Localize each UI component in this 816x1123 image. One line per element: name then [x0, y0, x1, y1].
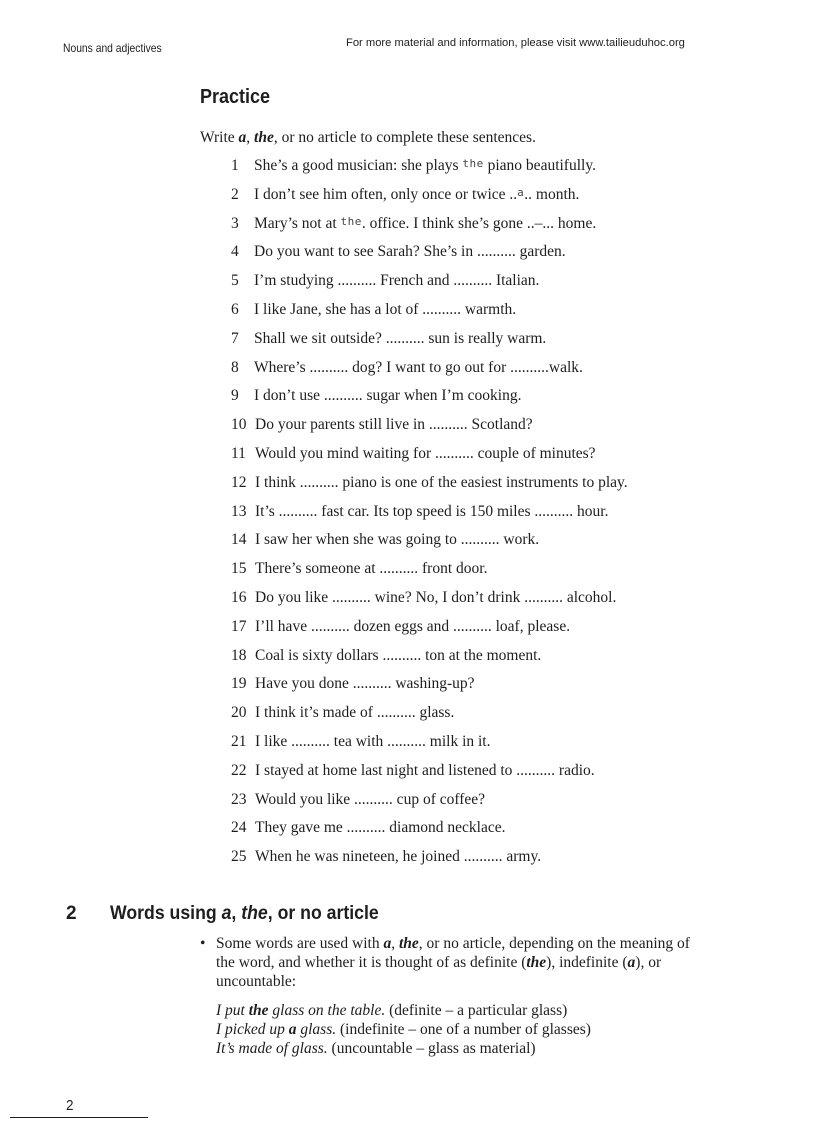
exercise-sentence: I stayed at home last night and listened to .......... radio. — [255, 761, 595, 779]
practice-heading: Practice — [200, 86, 271, 108]
example-note: (indefinite – one of a number of glasses) — [336, 1021, 591, 1038]
exercise-sentence: She’s a good musician: she plays — [254, 157, 463, 174]
instruction-article-a: a — [238, 129, 247, 146]
exercise-sentence: I think it’s made of .......... glass. — [255, 704, 455, 722]
exercise-item — [231, 791, 485, 815]
exercise-number: 5 — [231, 272, 239, 290]
exercise-item — [231, 272, 539, 296]
explanation-line-2 — [216, 954, 661, 972]
example-indefinite — [216, 1021, 591, 1039]
explanation-a: a — [383, 935, 392, 952]
explanation-line-3: uncountable: — [216, 973, 297, 990]
section-title-text: , or no article — [267, 903, 379, 924]
example-note: (definite – a particular glass) — [385, 1002, 568, 1019]
example-text: I put — [216, 1002, 249, 1019]
exercise-number: 4 — [231, 243, 239, 261]
exercise-item — [231, 215, 596, 239]
exercise-number: 13 — [231, 502, 247, 520]
exercise-sentence-end: piano beautifully. — [483, 157, 596, 174]
exercise-number: 21 — [231, 733, 247, 750]
exercise-sentence: There’s someone at .......... front door. — [255, 560, 488, 578]
exercise-sentence: When he was nineteen, he joined .......... army. — [255, 848, 542, 866]
exercise-sentence: I don’t use .......... sugar when I’m cooking. — [254, 387, 522, 405]
exercise-sentence: Would you like .......... cup of coffee? — [255, 790, 486, 808]
example-article: the — [248, 1002, 269, 1019]
exercise-sentence: I don’t see him often, only once or twice .. — [254, 185, 518, 203]
page-number: 2 — [66, 1097, 74, 1114]
exercise-number: 17 — [231, 617, 247, 635]
instruction-text: , — [246, 129, 255, 146]
exercise-sentence-end: . office. I think she’s gone ..–... home. — [361, 214, 597, 232]
example-note: (uncountable – glass as material) — [327, 1040, 536, 1057]
exercise-sentence: Do your parents still live in .......... Scotland? — [255, 416, 533, 434]
explanation-text: , — [391, 935, 399, 952]
explanation-text: ), indefinite ( — [546, 954, 628, 971]
exercise-sentence: Shall we sit outside? .......... sun is really warm. — [254, 329, 547, 347]
exercise-item — [231, 733, 491, 757]
explanation-text: , or no article, depending on the meaning of — [418, 935, 690, 952]
exercise-number: 9 — [231, 387, 239, 405]
instruction-text: , or no article to complete these sentences. — [273, 129, 536, 146]
exercise-item — [231, 416, 533, 440]
explanation-text: ), or — [635, 954, 662, 971]
exercise-sentence: Mary’s not at — [254, 214, 341, 232]
exercise-sentence-end: .. month. — [524, 185, 580, 203]
exercise-item — [231, 359, 583, 383]
exercise-item — [231, 387, 521, 411]
section-title-the: the — [241, 903, 268, 924]
exercise-number: 16 — [231, 589, 247, 606]
exercise-sentence: It’s .......... fast car. Its top speed is 150 miles .......... hour. — [255, 502, 609, 520]
exercise-item — [231, 531, 539, 555]
exercise-sentence: Do you like .......... wine? No, I don’t drink .......... alcohol. — [255, 589, 617, 606]
exercise-item — [231, 762, 595, 786]
section-title-text: , — [231, 903, 242, 924]
example-text: glass on the table. — [268, 1002, 386, 1019]
exercise-item — [231, 560, 487, 584]
exercise-number: 14 — [231, 531, 247, 549]
exercise-item — [231, 618, 570, 642]
example-text: I picked up — [216, 1021, 289, 1038]
exercise-sentence: Where’s .......... dog? I want to go out for ..........walk. — [254, 358, 583, 376]
explanation-text: the word, and whether it is thought of as definite ( — [216, 954, 527, 971]
exercise-number: 8 — [231, 358, 239, 376]
exercise-number: 25 — [231, 848, 247, 866]
exercise-item — [231, 848, 541, 872]
exercise-sentence: I like Jane, she has a lot of .......... warmth. — [254, 301, 517, 318]
exercise-item — [231, 243, 566, 267]
section-number: 2 — [66, 903, 77, 924]
exercise-number: 23 — [231, 790, 247, 808]
example-text: It’s made of glass. — [216, 1040, 328, 1057]
exercise-item — [231, 503, 608, 527]
exercise-sentence: I think .......... piano is one of the easiest instruments to play. — [255, 473, 628, 491]
handwritten-answer: a — [517, 185, 525, 199]
exercise-number: 1 — [231, 157, 239, 174]
instruction-article-the: the — [254, 129, 274, 146]
exercise-number: 24 — [231, 819, 247, 837]
footer-rule — [10, 1117, 148, 1118]
section-title-text: Words using — [110, 903, 222, 924]
exercise-sentence: Coal is sixty dollars .......... ton at the moment. — [255, 646, 542, 664]
exercise-number: 2 — [231, 185, 239, 203]
example-uncountable — [216, 1040, 536, 1058]
exercise-number: 12 — [231, 473, 247, 491]
instruction-text: Write — [200, 129, 239, 146]
exercise-number: 11 — [231, 445, 246, 462]
practice-instruction — [200, 129, 536, 147]
exercise-number: 18 — [231, 646, 247, 664]
handwritten-answer: the — [462, 157, 484, 170]
exercise-item — [231, 157, 596, 181]
section-title-a: a — [221, 903, 232, 924]
exercise-item — [231, 647, 541, 671]
exercise-number: 19 — [231, 675, 247, 693]
exercise-item — [231, 704, 454, 728]
exercise-item — [231, 589, 616, 613]
exercise-sentence: They gave me .......... diamond necklace. — [255, 819, 506, 837]
exercise-sentence: I saw her when she was going to .......... work. — [255, 531, 540, 549]
exercise-item — [231, 474, 628, 498]
explanation-text: Some words are used with — [216, 935, 384, 952]
explanation-line-1 — [216, 935, 690, 953]
exercise-sentence: Would you mind waiting for .......... couple of minutes? — [255, 445, 596, 462]
exercise-number: 6 — [231, 301, 239, 318]
exercise-number: 22 — [231, 761, 247, 779]
example-text: glass. — [296, 1021, 337, 1038]
exercise-item — [231, 675, 475, 699]
explanation-the: the — [398, 935, 419, 952]
exercise-sentence: Do you want to see Sarah? She’s in .......... garden. — [254, 243, 566, 261]
exercise-sentence: Have you done .......... washing-up? — [255, 675, 475, 693]
example-article: a — [288, 1021, 297, 1038]
exercise-number: 15 — [231, 560, 247, 578]
exercise-item — [231, 819, 506, 843]
running-header-section: Nouns and adjectives — [63, 41, 162, 55]
exercise-item — [231, 301, 516, 325]
exercise-item — [231, 186, 579, 210]
example-definite — [216, 1002, 567, 1020]
exercise-item — [231, 445, 596, 469]
exercise-number: 10 — [231, 416, 247, 434]
exercise-sentence: I’m studying .......... French and .......... Italian. — [254, 272, 540, 290]
handwritten-answer: the — [340, 214, 362, 228]
section-title — [110, 903, 379, 925]
exercise-item — [231, 330, 546, 354]
exercise-sentence: I’ll have .......... dozen eggs and .......... loaf, please. — [255, 617, 571, 635]
explanation-a: a — [627, 954, 636, 971]
bullet-icon: • — [200, 935, 206, 952]
exercise-sentence: I like .......... tea with .......... milk in it. — [255, 733, 491, 750]
exercise-number: 7 — [231, 329, 239, 347]
running-header-notice: For more material and information, please visit www.tailieuduhoc.org — [346, 37, 685, 49]
exercise-number: 20 — [231, 704, 247, 722]
exercise-number: 3 — [231, 214, 239, 232]
explanation-the: the — [526, 954, 547, 971]
